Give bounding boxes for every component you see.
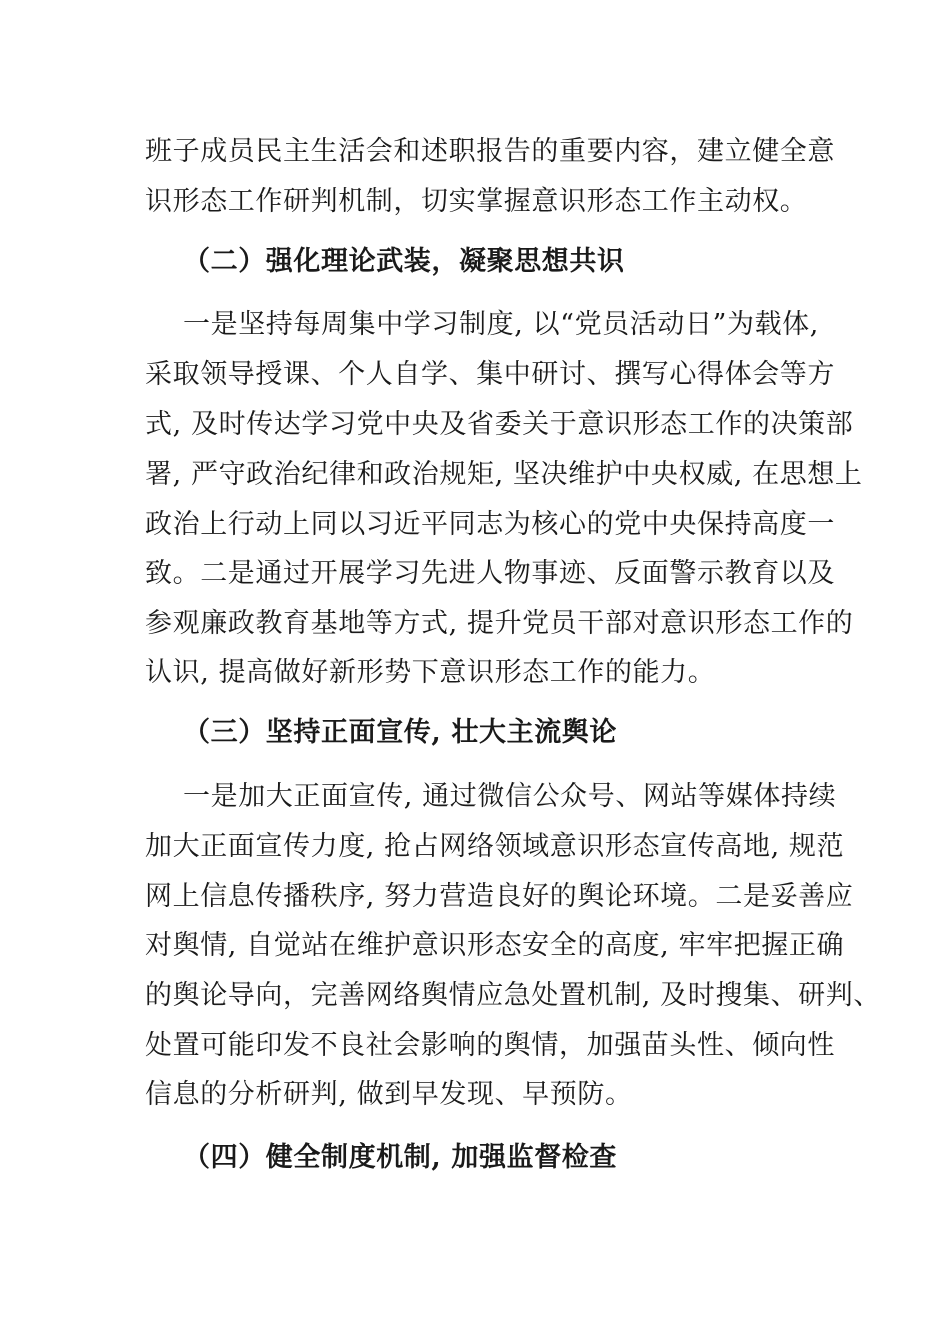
paragraph-2-line-8: 认识, 提高做好新形势下意识形态工作的能力。: [145, 657, 716, 688]
paragraph-1-line-2: 识形态工作研判机制，切实掌握意识形态工作主动权。: [145, 186, 808, 217]
section-heading-3: （三）坚持正面宣传, 壮大主流舆论: [183, 717, 617, 748]
paragraph-2-line-4: 署, 严守政治纪律和政治规矩, 坚决维护中央权威, 在思想上: [145, 459, 863, 490]
paragraph-2-line-3: 式, 及时传达学习党中央及省委关于意识形态工作的决策部: [145, 409, 854, 440]
paragraph-3-line-4: 对舆情, 自觉站在维护意识形态安全的高度, 牢牢把握正确: [145, 930, 845, 961]
paragraph-2-line-7: 参观廉政教育基地等方式, 提升党员干部对意识形态工作的: [145, 608, 854, 639]
paragraph-3-line-7: 信息的分析研判, 做到早发现、早预防。: [145, 1079, 633, 1110]
paragraph-3-line-1: 一是加大正面宣传, 通过微信公众号、网站等媒体持续: [183, 781, 837, 812]
paragraph-2-line-5: 政治上行动上同以习近平同志为核心的党中央保持高度一: [145, 509, 835, 540]
paragraph-1-line-1: 班子成员民主生活会和述职报告的重要内容，建立健全意: [145, 136, 835, 167]
paragraph-2-line-6: 致。二是通过开展学习先进人物事迹、反面警示教育以及: [145, 558, 835, 589]
paragraph-3-line-2: 加大正面宣传力度, 抢占网络领域意识形态宣传高地, 规范: [145, 831, 845, 862]
paragraph-3-line-6: 处置可能印发不良社会影响的舆情，加强苗头性、倾向性: [145, 1030, 835, 1061]
paragraph-3-line-3: 网上信息传播秩序, 努力营造良好的舆论环境。二是妥善应: [145, 881, 854, 912]
paragraph-3-line-5: 的舆论导向，完善网络舆情应急处置机制, 及时搜集、研判、: [145, 980, 881, 1011]
section-heading-4: （四）健全制度机制, 加强监督检查: [183, 1142, 617, 1173]
paragraph-2-line-2: 采取领导授课、个人自学、集中研讨、撰写心得体会等方: [145, 359, 835, 390]
section-heading-2: （二）强化理论武装，凝聚思想共识: [183, 246, 625, 277]
paragraph-2-line-1: 一是坚持每周集中学习制度, 以“党员活动日”为载体,: [183, 309, 819, 340]
